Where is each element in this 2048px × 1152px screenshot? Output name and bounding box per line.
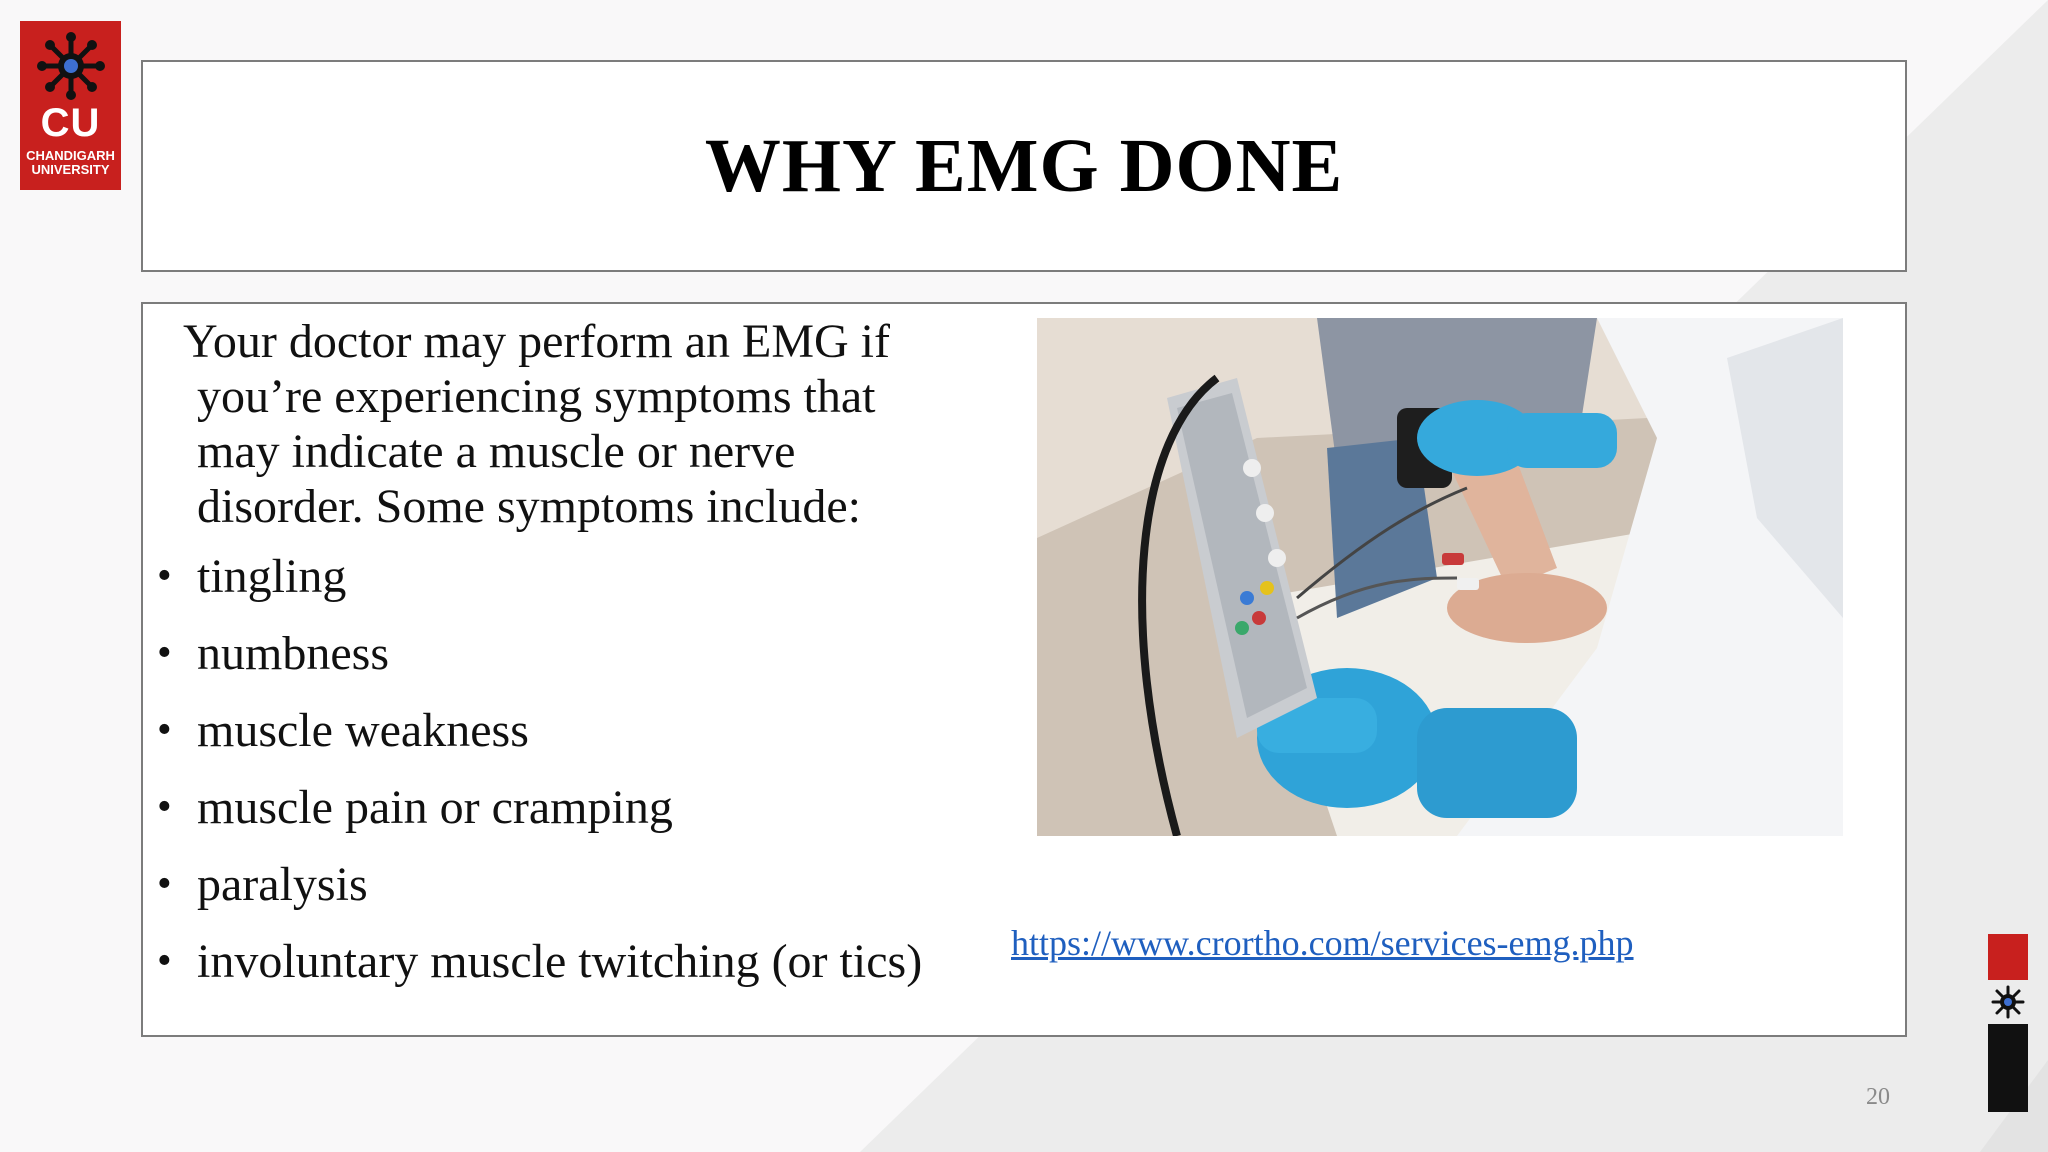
slide-title: WHY EMG DONE [704,123,1344,208]
logo-name-line2: UNIVERSITY [31,162,110,177]
symptom-text: involuntary muscle twitching (or tics) [197,935,923,988]
intro-rest: you’re experiencing symptoms that may indicate a muscle or nerve disorder. Some symptoms include: [197,370,876,533]
bullet-icon: • [157,630,172,676]
title-box [141,60,1907,272]
intro-paragraph [183,314,963,534]
list-item [157,549,922,626]
symptom-list [157,549,922,1011]
side-accent-black [1988,1024,2028,1112]
emg-procedure-photo [1037,318,1843,836]
side-accent-red [1988,934,2028,980]
intro-first-line: Your doctor may perform an EMG if [183,315,890,368]
bullet-icon: • [157,861,172,907]
content-box [141,302,1907,1037]
bullet-icon: • [157,784,172,830]
gear-emblem-icon [1990,984,2026,1020]
list-item [157,626,922,703]
logo-abbreviation: CU [40,101,101,145]
symptom-text: muscle pain or cramping [197,781,673,834]
list-item [157,857,922,934]
symptom-text: tingling [197,550,347,603]
symptom-text: muscle weakness [197,704,529,757]
page-number: 20 [1866,1084,1890,1110]
symptom-text: paralysis [197,858,368,911]
bullet-icon: • [157,707,172,753]
university-emblem-icon [36,31,106,101]
list-item [157,703,922,780]
list-item [157,780,922,857]
symptom-text: numbness [197,627,389,680]
university-logo [20,21,121,190]
source-link[interactable]: https://www.crortho.com/services-emg.php [1011,923,1634,963]
bullet-icon: • [157,938,172,984]
bullet-icon: • [157,553,172,599]
list-item [157,934,922,1011]
logo-name-line1: CHANDIGARH [26,148,115,163]
